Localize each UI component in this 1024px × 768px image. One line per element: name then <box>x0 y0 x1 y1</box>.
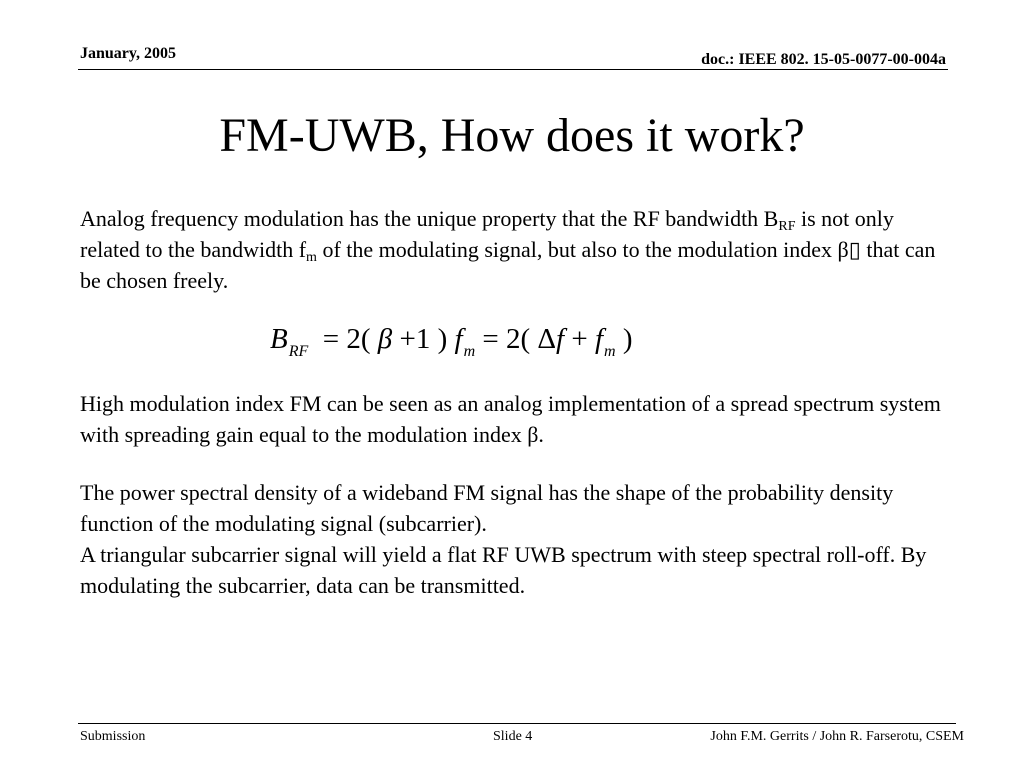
paragraph-power-spectral-density <box>80 477 950 601</box>
footer-authors: John F.M. Gerrits / John R. Farserotu, CSEM <box>710 729 964 744</box>
eq-f2: f <box>556 323 565 355</box>
bandwidth-equation <box>270 321 633 370</box>
p3-line1: The power spectral density of a wideband FM signal has the shape of the probability density function of the modulating signal (subcarrier). <box>80 480 894 536</box>
header-date: January, 2005 <box>80 45 177 62</box>
slide-title: FM-UWB, How does it work? <box>219 109 805 162</box>
eq-part1: = 2( <box>322 323 378 355</box>
eq-part3: = 2( Δ <box>475 323 557 355</box>
eq-sub-m2: m <box>604 343 616 360</box>
p1-text-d: that can be chosen freely. <box>80 237 936 293</box>
header-doc-id: doc.: IEEE 802. 15-05-0077-00-004a <box>701 51 946 68</box>
p1-text-a: Analog frequency modulation has the unique property that the RF bandwidth B <box>80 206 779 231</box>
eq-f3: f <box>594 323 604 355</box>
eq-B: B <box>270 323 288 355</box>
eq-beta: β <box>377 323 393 355</box>
paragraph-spread-spectrum: High modulation index FM can be seen as an analog implementation of a spread spectrum system with spreading gain equal to the modulation index β. <box>80 391 941 447</box>
footer-divider <box>78 723 956 724</box>
header-divider <box>78 69 948 70</box>
missing-glyph-box: ▯ <box>848 237 861 262</box>
eq-f1: f <box>454 323 463 355</box>
eq-close: ) <box>615 323 633 355</box>
footer-submission: Submission <box>80 729 146 744</box>
p1-subscript-m: m <box>306 250 317 265</box>
p1-subscript-rf: RF <box>778 219 796 234</box>
eq-plus: + <box>564 323 595 355</box>
paragraph-fm-property <box>80 203 950 296</box>
p1-text-b: is not only related to the bandwidth f <box>80 206 894 262</box>
eq-sub-m1: m <box>463 343 476 360</box>
p1-text-c: of the modulating signal, but also to the modulation index β <box>316 237 849 262</box>
eq-part2: +1 ) <box>392 323 455 355</box>
p3-line2: A triangular subcarrier signal will yield a flat RF UWB spectrum with steep spectral roll-off. By modulating the subcarrier, data can be transmitted. <box>80 542 927 598</box>
footer-slide-number: Slide 4 <box>493 729 533 744</box>
eq-sub-rf: RF <box>288 343 309 360</box>
